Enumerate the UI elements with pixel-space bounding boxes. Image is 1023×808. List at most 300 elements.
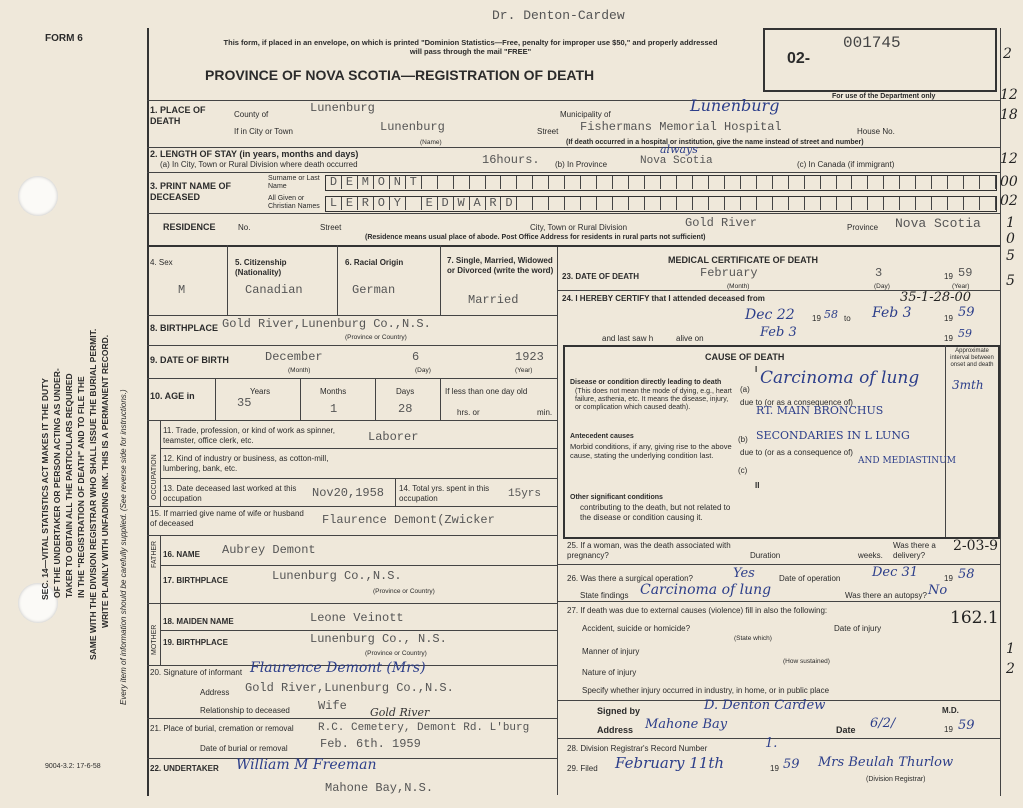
surname-boxes [325,175,997,191]
document-title: PROVINCE OF NOVA SCOTIA—REGISTRATION OF DEATH [205,67,595,83]
rule-residence-top [147,213,1000,214]
birthplace-caption: (Province or Country) [345,334,407,341]
birthplace-label: 8. BIRTHPLACE [150,323,219,333]
occupation-side-label: OCCUPATION [151,454,158,500]
other-conditions-label: Other significant conditions [570,494,663,501]
dob-month: December [265,350,323,364]
delivery-label: Was there a delivery? [893,541,936,560]
rule-burial-top [147,718,557,719]
last-saw-mid: alive on [676,334,704,343]
county-label: County of [234,110,269,119]
mailing-notice: This form, if placed in an envelope, on which is printed "Dominion Statistics—Free, penalty for improper use $50," and properly addressed will pass through the mail "FREE" [223,38,718,56]
letter-box: A [470,197,486,210]
op-date-label: Date of operation [779,574,841,583]
mother-side-divider [160,603,161,665]
antecedent-label: Antecedent causes [570,433,634,440]
last-worked-value: Nov20,1958 [312,486,385,500]
margin-code-35: 35-1-28-00 [900,290,972,305]
years-label: Years [250,387,271,396]
letter-box: E [342,197,358,210]
dod-year-prefix: 19 [944,272,953,281]
relationship-label: Relationship to deceased [200,706,290,715]
years-value: 35 [237,396,252,410]
letter-box [709,176,725,189]
side-text-line3: TAKER TO OBTAIN ALL THE PARTICULARS REQUIRED [64,373,74,598]
rule-spouse-top [147,506,557,507]
margin-code-1: 2 [1003,46,1012,62]
state-which-caption: (State which) [734,635,772,642]
letter-box [501,176,517,189]
letter-box [916,197,932,210]
father-name-label: 16. NAME [163,550,200,559]
days-label: Days [396,387,415,396]
stay-b-note: always [660,143,698,156]
letter-box: L [326,197,342,210]
dod-year-caption: (Year) [952,283,970,290]
letter-box: O [374,176,390,189]
letter-box [725,176,741,189]
name-caption: (Name) [420,139,442,146]
institution-note: (If death occurred in a hospital or institution, give the name instead of street and number) [566,139,864,146]
op-date-value: Dec 31 [872,565,919,580]
letter-box [964,176,980,189]
dod-day: 3 [875,266,883,280]
form-number: FORM 6 [45,33,83,44]
physician-signature: D. Denton Cardew [704,698,826,713]
last-saw-date: Feb 3 [760,325,797,340]
total-years-divider [395,478,396,506]
letter-box [709,197,725,210]
due-to-2: due to (or as a consequence of) [740,448,853,457]
marital-value: Married [468,293,519,307]
letter-box [757,176,773,189]
weeks-label: weeks. [858,551,883,560]
side-text-line7: Every item of information should be carefully supplied. (See reverse side for instructions.) [119,389,128,705]
certify-label: 24. I HEREBY CERTIFY that I attended deceased from [562,294,765,303]
letter-box: R [486,197,502,210]
from-year-prefix: 19 [812,314,821,323]
mother-birthplace-label: 19. BIRTHPLACE [163,638,228,647]
letter-box [549,176,565,189]
margin-code-4: 12 [1000,151,1018,167]
total-years-value: 15yrs [508,488,542,500]
stay-b-value: Nova Scotia [640,155,713,167]
last-worked-label: 13. Date deceased last worked at this occupation [163,484,297,503]
place-of-death-label: 1. PLACE OF DEATH [150,105,206,126]
house-label: House No. [857,127,895,136]
physician-year: 59 [958,718,975,733]
letter-box [773,176,789,189]
letter-box [837,197,853,210]
rule-sec2-top [147,147,1000,148]
physician-address-label: Address [597,725,634,735]
dob-year: 1923 [515,350,544,364]
given-name-label: All Given or Christian Names [268,195,320,210]
letter-box [821,197,837,210]
age-col1 [215,378,216,420]
right-frame-line [1000,28,1001,796]
letter-box [406,197,422,210]
letter-box [533,197,549,210]
months-label: Months [320,387,347,396]
registration-number-box [763,28,997,92]
rule-external-top [557,601,1000,602]
letter-box [900,197,916,210]
letter-box [693,197,709,210]
letter-box [916,176,932,189]
spouse-value: Flaurence Demont(Zwicker [322,513,495,527]
county-value: Lunenburg [310,101,375,115]
col-cit-divider [337,245,338,315]
manner-label: Manner of injury [582,647,640,656]
rule-father-top [147,535,557,536]
surname-label: Surname or Last Name [268,175,320,190]
surname-value [326,176,996,189]
letter-box [422,176,438,189]
from-year: 58 [824,308,838,321]
length-of-stay-label: 2. LENGTH OF STAY (in years, months and days) [150,149,359,159]
age-col3 [375,378,376,420]
cause-c-value: AND MEDIASTINUM [858,456,956,466]
rule-sec1-top [147,100,1000,101]
father-side-label: FATHER [151,540,158,568]
rule-registrar-top [557,738,1000,739]
medical-title: MEDICAL CERTIFICATE OF DEATH [668,255,818,265]
cause-a-label: (a) [740,385,750,394]
letter-box [454,176,470,189]
racial-origin-label: 6. Racial Origin [345,258,404,267]
burial-date-label: Date of burial or removal [200,744,288,753]
filed-year: 59 [783,757,800,772]
margin-code-5: 00 [1000,174,1018,190]
filed-year-prefix: 19 [770,764,779,773]
punch-hole-top [18,176,58,216]
stay-a-label: (a) In City, Town or Rural Division where death occurred [160,160,358,169]
autopsy-label: Was there an autopsy? [845,591,927,600]
stay-b-label: (b) In Province [555,160,608,169]
op-year-prefix: 19 [944,574,953,583]
age-col2 [300,378,301,420]
age-label: 10. AGE in [150,391,195,401]
letter-box [932,197,948,210]
letter-box [980,176,996,189]
letter-box [486,176,502,189]
rule-father-mid [160,565,557,566]
letter-box [470,176,486,189]
letter-box: R [358,197,374,210]
letter-box [645,197,661,210]
occupation-side-divider [160,420,161,506]
last-saw-year: 59 [958,327,972,340]
letter-box [438,176,454,189]
external-label: 27. If death was due to external causes (violence) fill in also the following: [567,606,828,615]
letter-box [645,176,661,189]
antecedent-note: Morbid conditions, if any, giving rise to the above cause, stating the underlying condition last. [570,442,732,460]
center-divider [557,245,558,795]
rule-occupation-top [147,420,557,421]
margin-code-10: 5 [1006,273,1015,289]
attended-from: Dec 22 [745,307,795,323]
physician-address: Mahone Bay [645,717,728,732]
letter-box [613,176,629,189]
section-1: I [755,365,758,374]
side-text-line5: SAME WITH THE DIVISION REGISTRAR WHO SHALL ISSUE THE BURIAL PERMIT. [88,328,98,660]
dod-day-caption: (Day) [874,283,890,290]
letter-box [693,176,709,189]
letter-box [597,176,613,189]
letter-box: M [358,176,374,189]
letter-box [757,197,773,210]
father-birthplace-value: Lunenburg Co.,N.S. [272,569,402,583]
min-label: min. [537,408,553,417]
to-year-prefix: 19 [944,314,953,323]
street-value: Fishermans Memorial Hospital [580,120,782,134]
informant-signature: Flaurence Demont (Mrs) [250,660,426,676]
margin-code-9: 5 [1006,248,1015,264]
letter-box [661,197,677,210]
letter-box [789,176,805,189]
letter-box: Y [390,197,406,210]
father-birthplace-caption: (Province or Country) [373,588,435,595]
burial-place-hand: Gold River [370,706,430,719]
trade-value: Laborer [368,430,419,444]
informant-sig-label: 20. Signature of informant [150,668,243,677]
letter-box: O [374,197,390,210]
op-year: 58 [958,567,975,582]
letter-box [884,197,900,210]
margin-code-11: 1 [1006,641,1015,657]
left-frame-line [147,28,149,796]
letter-box [884,176,900,189]
side-text-line4: IN THE "REGISTRATION OF DEATH" AND TO FILE THE [76,376,86,598]
mother-side-label: MOTHER [151,624,158,655]
attended-to: Feb 3 [872,305,912,321]
father-side-divider [160,535,161,603]
letter-box [980,197,996,210]
letter-box [852,176,868,189]
residence-note: (Residence means usual place of abode. Post Office Address for residents in rural parts not sufficient) [365,234,706,241]
side-text-line1: SEC. 14—VITAL STATISTICS ACT MAKES IT THE DUTY [40,378,50,600]
to-label: to [844,314,851,323]
cause-b-label: (b) [738,435,748,444]
dod-month-caption: (Month) [727,283,750,290]
margin-code-12: 2 [1006,661,1015,677]
physician-date-label: Date [836,725,856,735]
letter-box: D [501,197,517,210]
cause-a-value: Carcinoma of lung [760,368,920,388]
interval-label: Approximate interval between onset and death [950,348,994,368]
burial-place-typed: R.C. Cemetery, Demont Rd. L'burg [318,722,530,734]
margin-code-3: 18 [1000,107,1018,123]
last-saw-label: and last saw h [602,334,654,343]
cause-b-value-1: RT. MAIN BRONCHUS [756,404,884,417]
mother-birthplace-caption: (Province or Country) [365,650,427,657]
relationship-value: Wife [318,699,347,713]
rule-age-top [147,378,557,379]
registrar-number-label: 28. Division Registrar's Record Number [567,744,708,753]
letter-box [597,197,613,210]
cause-title: CAUSE OF DEATH [705,352,785,362]
letter-box: T [406,176,422,189]
residence-no-label: No. [238,223,251,232]
months-value: 1 [330,402,338,416]
industry-label: 12. Kind of industry or business, as cotton-mill, lumbering, bank, etc. [163,454,329,473]
dod-label: 23. DATE OF DEATH [562,272,640,281]
letter-box [805,176,821,189]
residence-city-value: Gold River [685,216,758,230]
letter-box [773,197,789,210]
stay-c-label: (c) In Canada (if immigrant) [797,160,895,169]
given-name-boxes [325,196,997,212]
municipality-value: Lunenburg [690,96,780,115]
spouse-label: 15. If married give name of wife or husband of deceased [150,509,304,528]
rule-dob-top [147,345,557,346]
letter-box [661,176,677,189]
stay-a-value: 16hours. [482,153,540,167]
cause-c-label: (c) [738,466,748,475]
letter-box [677,176,693,189]
margin-code-2: 12 [1000,87,1018,103]
doctor-stamp: Dr. Denton-Cardew [492,8,625,23]
informant-address-label: Address [200,688,230,697]
letter-box [964,197,980,210]
letter-box: E [422,197,438,210]
days-value: 28 [398,402,413,416]
burial-date-value: Feb. 6th. 1959 [320,737,421,751]
accident-label: Accident, suicide or homicide? [582,624,691,633]
residence-street-label: Street [320,223,342,232]
margin-code-8: 0 [1006,231,1015,247]
findings-value: Carcinoma of lung [640,582,772,598]
residence-label: RESIDENCE [163,222,216,232]
dob-year-caption: (Year) [515,367,533,374]
letter-box [821,176,837,189]
letter-box [581,176,597,189]
surgery-value: Yes [733,566,755,581]
letter-box [789,197,805,210]
disease-label: Disease or condition directly leading to death [570,379,722,386]
letter-box [900,176,916,189]
to-year: 59 [958,305,975,320]
department-use-label: For use of the Department only [832,93,936,100]
residence-city-label: City, Town or Rural Division [530,223,628,232]
dod-year: 59 [958,266,973,280]
letter-box [837,176,853,189]
letter-box [581,197,597,210]
letter-box: D [326,176,342,189]
sex-value: M [178,283,186,297]
registrar-caption: (Division Registrar) [866,776,926,783]
where-label: Specify whether injury occurred in industry, in home, or in public place [582,686,830,695]
signed-label: Signed by [597,706,641,716]
interval-divider [945,345,946,537]
duration-label: Duration [750,551,781,560]
dob-label: 9. DATE OF BIRTH [150,355,229,365]
total-years-label: 14. Total yrs. spent in this occupation [399,484,490,503]
letter-box [565,176,581,189]
due-to-1: due to (or as a consequence of) [740,398,853,407]
pregnancy-margin-code: 2-03-9 [953,538,999,554]
side-text-line6: WRITE PLAINLY WITH UNFADING INK. THIS IS A PERMANENT RECORD. [100,334,110,628]
md-label: M.D. [942,706,959,715]
letter-box [868,176,884,189]
informant-address-value: Gold River,Lunenburg Co.,N.S. [245,681,454,695]
birthplace-value: Gold River,Lunenburg Co.,N.S. [222,317,431,331]
marital-label: 7. Single, Married, Widowed or Divorced (write the word) [447,256,554,275]
letter-box [725,197,741,210]
findings-label: State findings [580,591,629,600]
disease-note: (This does not mean the mode of dying, e.g., heart failure, asthenia, etc. It means the disease, injury, or complication which caused death). [575,388,732,411]
margin-code-6: 02 [1000,193,1018,209]
undertaker-signature: William M Freeman [236,757,377,773]
residence-province-label: Province [847,223,879,232]
physician-date: 6/2/ [870,716,896,731]
letter-box [805,197,821,210]
dob-day: 6 [412,350,420,364]
filed-label: 29. Filed [567,764,598,773]
given-name-value [326,197,996,210]
citizenship-label: 5. Citizenship (Nationality) [235,258,287,277]
less-day-label: If less than one day old [445,387,528,396]
margin-code-7: 1 [1006,215,1015,231]
autopsy-value: No [928,583,948,598]
rule-industry-top [160,448,557,449]
section-2: II [755,481,760,490]
mother-maiden-label: 18. MAIDEN NAME [163,617,234,626]
rule-surgery-top [557,564,1000,565]
municipality-label: Municipality of [560,110,611,119]
mother-maiden-value: Leone Veinott [310,611,404,625]
letter-box [948,176,964,189]
col-sex-divider [227,245,228,315]
rule-mother-mid [160,630,557,631]
city-value: Lunenburg [380,120,445,134]
hrs-label: hrs. or [457,408,480,417]
nature-label: Nature of injury [582,668,637,677]
print-name-label: 3. PRINT NAME OF DECEASED [150,181,232,202]
registration-prefix: 02- [787,50,811,67]
father-birthplace-label: 17. BIRTHPLACE [163,576,228,585]
rule-birthplace-top [147,315,557,316]
letter-box [549,197,565,210]
letter-box [629,176,645,189]
father-name-value: Aubrey Demont [222,543,316,557]
letter-box [677,197,693,210]
how-sustained-caption: (How sustained) [783,658,830,665]
city-label: If in City or Town [234,127,293,136]
street-label: Street [537,127,559,136]
citizenship-value: Canadian [245,283,303,297]
letter-box [613,197,629,210]
trade-label: 11. Trade, profession, or kind of work as spinner, teamster, office clerk, etc. [163,426,335,445]
mother-birthplace-value: Lunenburg Co., N.S. [310,632,447,646]
age-col4 [440,378,441,420]
letter-box [852,197,868,210]
letter-box: N [390,176,406,189]
racial-origin-value: German [352,283,396,297]
residence-province-value: Nova Scotia [895,216,981,231]
letter-box [868,197,884,210]
letter-box [517,176,533,189]
rule-lastworked-top [160,478,557,479]
dob-day-caption: (Day) [415,367,431,374]
letter-box: W [454,197,470,210]
filed-date: February 11th [615,754,725,772]
letter-box [932,176,948,189]
code-162: 162.1 [950,608,999,628]
letter-box [565,197,581,210]
undertaker-label: 22. UNDERTAKER [150,764,219,773]
